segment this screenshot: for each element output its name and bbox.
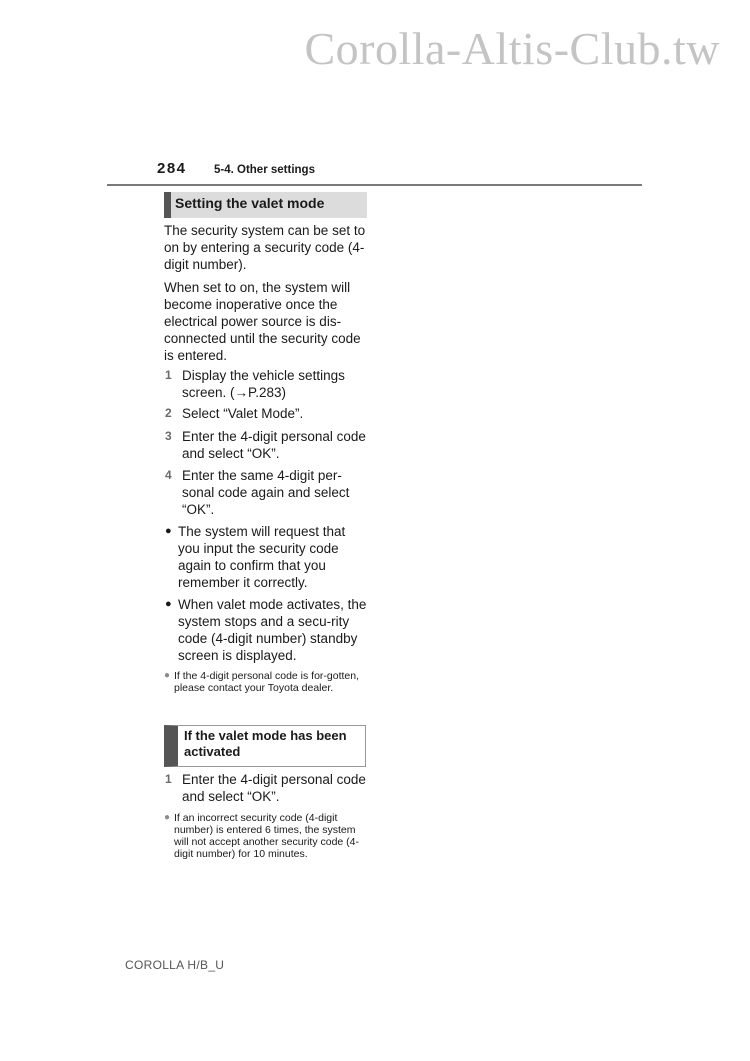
note-bullet-icon: ●	[164, 670, 171, 681]
page-header	[107, 160, 642, 186]
step-number: 1	[165, 772, 172, 786]
note-item	[164, 670, 368, 694]
step-text: Enter the same 4-digit per-sonal code again and select “OK”.	[182, 468, 350, 517]
bullet-icon: ●	[165, 598, 172, 610]
note-item	[164, 812, 368, 860]
watermark: Corolla-Altis-Club.tw	[304, 23, 720, 74]
step-item	[164, 428, 368, 462]
step-item	[164, 467, 368, 518]
step-text: Enter the 4-digit personal code and select “OK”.	[182, 429, 366, 461]
intro-paragraph-1	[164, 222, 368, 273]
step-text: Display the vehicle settings screen. (→P.283)	[182, 368, 345, 400]
bullet-icon: ●	[165, 525, 172, 537]
bullet-item	[164, 596, 368, 664]
step-item	[164, 771, 368, 805]
step-number: 3	[165, 429, 172, 443]
bullet-text: When valet mode activates, the system stops and a secu-rity code (4-digit number) standby screen is displayed.	[178, 597, 367, 663]
step-number: 4	[165, 468, 172, 482]
step-item	[164, 405, 368, 422]
intro-paragraph-2	[164, 279, 368, 364]
section-reference: 5-4. Other settings	[214, 164, 315, 176]
page-number: 284	[157, 160, 187, 177]
step-item	[164, 367, 368, 401]
note-bullet-icon: ●	[164, 812, 171, 823]
bullet-text: The system will request that you input the security code again to confirm that you remember it correctly.	[178, 524, 346, 590]
note-text: If an incorrect security code (4-digit number) is entered 6 times, the system will not accept another security code (4-digit number) for 10 minutes.	[174, 812, 360, 860]
bullet-item	[164, 523, 368, 591]
step-text: Select “Valet Mode”.	[182, 406, 304, 421]
step-number: 1	[165, 368, 172, 382]
intro-text: The security system can be set to on by entering a security code (4-digit number).	[164, 223, 366, 272]
page-footer: COROLLA H/B_U	[125, 958, 225, 972]
step-text: Enter the 4-digit personal code and select “OK”.	[182, 772, 366, 804]
section-heading-setting-valet-mode: Setting the valet mode	[164, 192, 367, 218]
section-heading-valet-mode-activated: If the valet mode has been activated	[164, 725, 366, 767]
intro-text: When set to on, the system will become inoperative once the electrical power source is dis-connected until the security code is entered.	[164, 280, 361, 363]
note-text: If the 4-digit personal code is for-gotten, please contact your Toyota dealer.	[174, 670, 360, 694]
step-number: 2	[165, 406, 172, 420]
